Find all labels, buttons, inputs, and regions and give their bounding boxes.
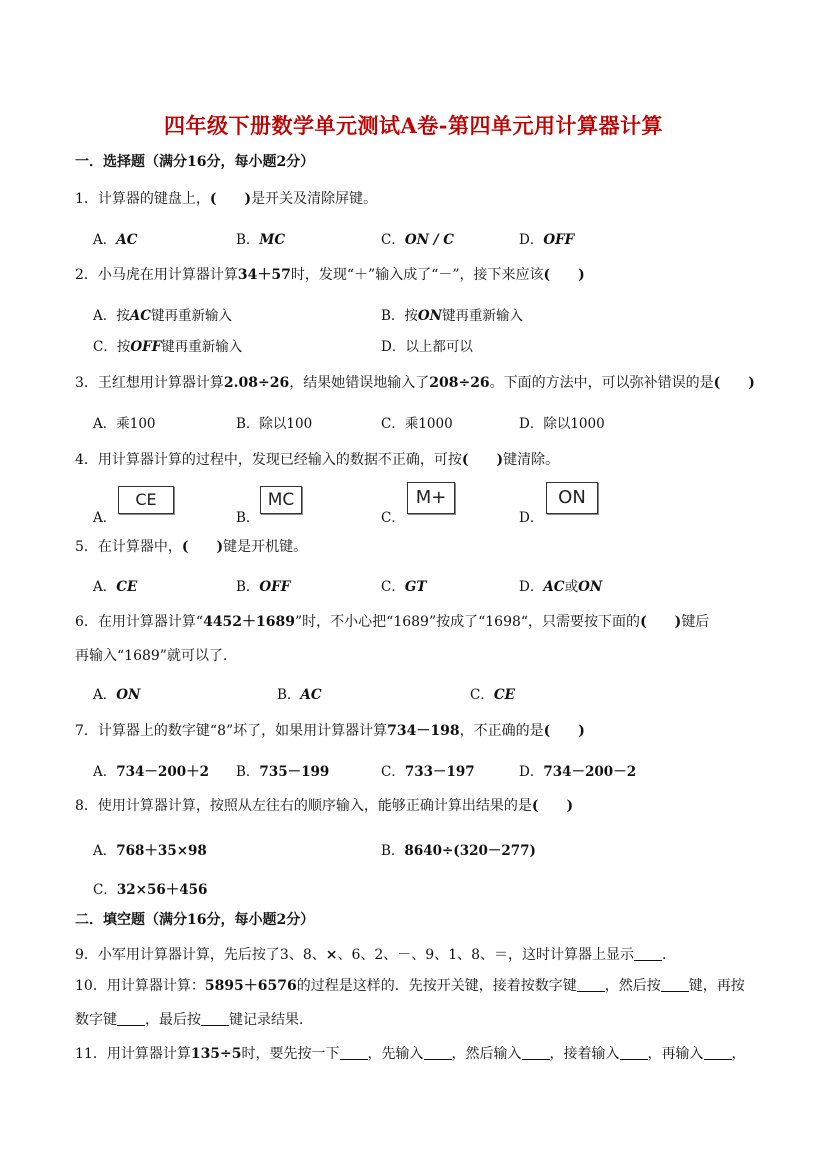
- q1-option-c[interactable]: C．ON / C: [381, 232, 455, 248]
- q11-blank-2[interactable]: [424, 1045, 452, 1060]
- q5-option-d[interactable]: D．AC或ON: [519, 579, 603, 595]
- question-6: 6．在用计算器计算“4452＋1689”时，不小心把“1689”按成了“1698“，只需要按下面的( )键后: [75, 614, 710, 630]
- q10-blank-4[interactable]: [201, 1011, 229, 1026]
- section-2-heading: 二．填空题（满分16分，每小题2分）: [75, 912, 315, 928]
- question-11: 11．用计算器计算135÷5时，要先按一下 ，先输入 ，然后输入 ，接着输入 ，再输入 ，: [75, 1046, 746, 1062]
- q11-blank-5[interactable]: [704, 1045, 732, 1060]
- q9-answer-blank[interactable]: [634, 946, 662, 961]
- q4-mplus-key-icon[interactable]: M+: [407, 482, 455, 514]
- q4-option-a-label[interactable]: A．: [93, 510, 117, 526]
- q8-option-c[interactable]: C．32×56＋456: [93, 882, 208, 898]
- q5-option-b[interactable]: B．OFF: [236, 579, 291, 595]
- q6-option-a[interactable]: A．ON: [93, 687, 141, 703]
- question-5: 5．在计算器中，( )键是开机键。: [75, 539, 308, 555]
- question-6-line-2: 再输入“1689”就可以了．: [75, 648, 237, 664]
- q8-option-b[interactable]: B．8640÷(320－277): [381, 843, 536, 859]
- q1-option-d[interactable]: D．OFF: [519, 232, 575, 248]
- q5-option-a[interactable]: A．CE: [93, 579, 138, 595]
- q6-option-c[interactable]: C．CE: [470, 687, 515, 703]
- question-10: 10．用计算器计算：5895＋6576的过程是这样的．先按开关键，接着按数字键 ，然后按 键，再按: [75, 978, 745, 994]
- question-1: 1．计算器的键盘上，( )是开关及清除屏键。: [75, 191, 378, 207]
- q10-blank-1[interactable]: [577, 977, 605, 992]
- q5-option-c[interactable]: C．GT: [381, 579, 427, 595]
- q7-option-c[interactable]: C．733－197: [381, 764, 475, 780]
- q6-option-b[interactable]: B．AC: [277, 687, 322, 703]
- q1-option-a[interactable]: A．AC: [93, 232, 138, 248]
- q2-option-b[interactable]: B．按ON键再重新输入: [381, 308, 524, 324]
- q8-option-a[interactable]: A．768＋35×98: [93, 843, 207, 859]
- q11-blank-3[interactable]: [522, 1045, 550, 1060]
- page-title: 四年级下册数学单元测试A卷-第四单元用计算器计算: [163, 113, 663, 138]
- q11-blank-1[interactable]: [340, 1045, 368, 1060]
- question-9: 9．小军用计算器计算，先后按了3、8、×、6、2、－、9、1、8、＝，这时计算器上显示 ．: [75, 947, 677, 963]
- q4-option-d-label[interactable]: D．: [519, 510, 544, 526]
- question-7: 7．计算器上的数字键“8”坏了，如果用计算器计算734－198，不正确的是( ): [75, 723, 585, 739]
- q10-blank-2[interactable]: [661, 977, 689, 992]
- q7-option-d[interactable]: D．734－200－2: [519, 764, 637, 780]
- q3-option-d[interactable]: D．除以1000: [519, 416, 605, 432]
- section-1-heading: 一．选择题（满分16分，每小题2分）: [75, 154, 315, 170]
- q4-option-c-label[interactable]: C．: [381, 510, 405, 526]
- question-10-line-2: 数字键 ，最后按 键记录结果．: [75, 1012, 313, 1028]
- q7-option-b[interactable]: B．735－199: [236, 764, 330, 780]
- question-8: 8．使用计算器计算，按照从左往右的顺序输入，能够正确计算出结果的是( ): [75, 798, 574, 814]
- q3-option-a[interactable]: A．乘100: [93, 416, 156, 432]
- q1-option-b[interactable]: B．MC: [236, 232, 286, 248]
- question-3: 3．王红想用计算器计算2.08÷26，结果她错误地输入了208÷26。下面的方法中，可以弥补错误的是( ): [75, 375, 755, 391]
- q11-blank-4[interactable]: [620, 1045, 648, 1060]
- question-4: 4．用计算器计算的过程中，发现已经输入的数据不正确，可按( )键清除。: [75, 452, 560, 468]
- q3-option-c[interactable]: C．乘1000: [381, 416, 453, 432]
- q7-option-a[interactable]: A．734－200＋2: [93, 764, 210, 780]
- q4-mc-key-icon[interactable]: MC: [260, 486, 302, 514]
- q2-option-a[interactable]: A．按AC键再重新输入: [93, 308, 232, 324]
- q3-option-b[interactable]: B．除以100: [236, 416, 313, 432]
- q4-on-key-icon[interactable]: ON: [546, 482, 598, 514]
- q2-option-d[interactable]: D．以上都可以: [381, 339, 473, 355]
- q4-option-b-label[interactable]: B．: [236, 510, 260, 526]
- q4-ce-key-icon[interactable]: CE: [118, 486, 174, 514]
- q2-option-c[interactable]: C．按OFF键再重新输入: [93, 339, 243, 355]
- question-2: 2．小马虎在用计算器计算34＋57时，发现“＋”输入成了“－”，接下来应该( ): [75, 267, 585, 283]
- q10-blank-3[interactable]: [117, 1011, 145, 1026]
